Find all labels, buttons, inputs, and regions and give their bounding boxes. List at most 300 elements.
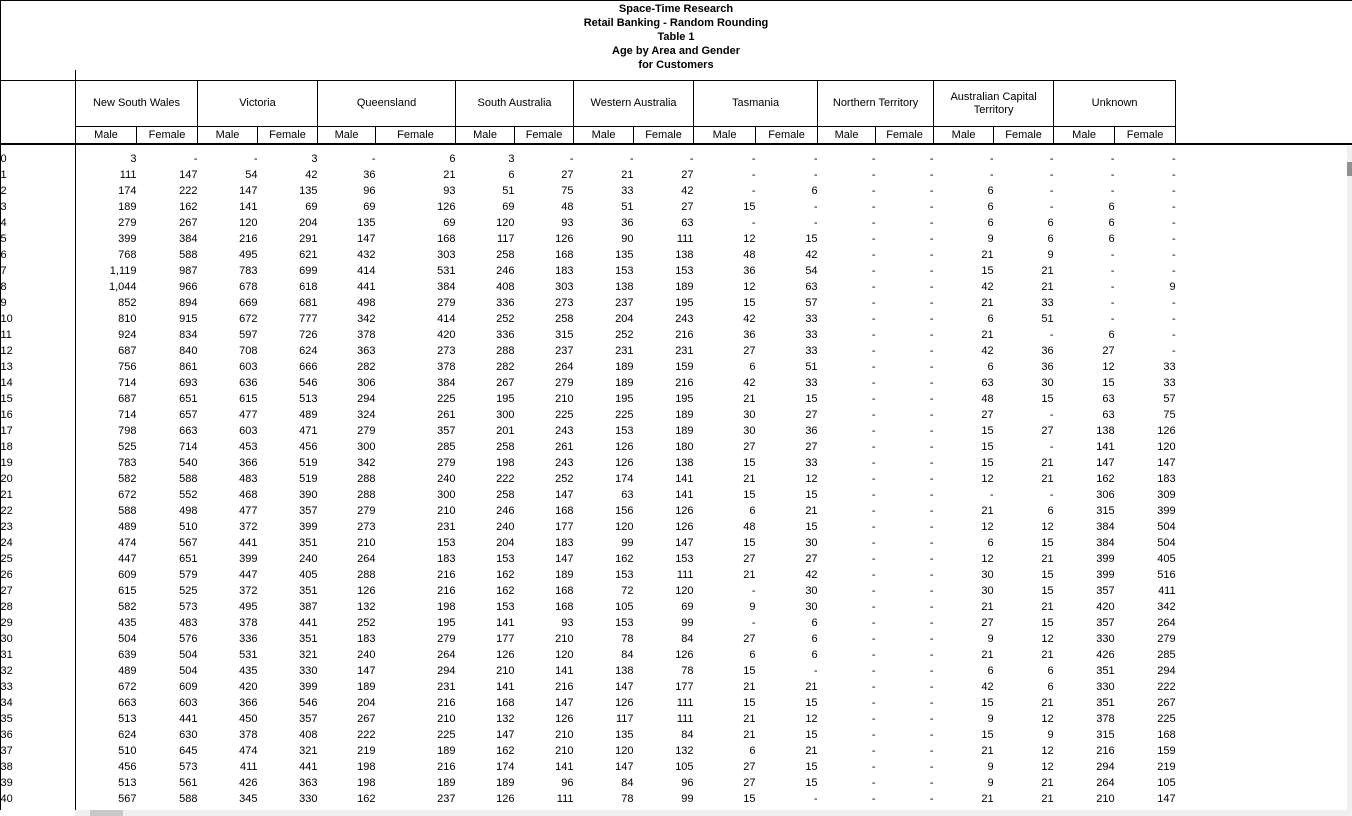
data-cell[interactable]: 153 — [615, 264, 634, 277]
data-cell[interactable]: 330 — [299, 792, 318, 805]
data-cell[interactable]: - — [871, 232, 876, 245]
data-cell[interactable]: 504 — [1157, 520, 1176, 533]
data-cell[interactable]: 315 — [1096, 728, 1115, 741]
data-cell[interactable]: 6 — [987, 536, 994, 549]
data-cell[interactable]: 237 — [555, 344, 574, 357]
data-cell[interactable]: 126 — [555, 232, 574, 245]
data-cell[interactable]: 42 — [805, 248, 818, 261]
data-cell[interactable]: 33 — [805, 344, 818, 357]
data-cell[interactable]: 12 — [981, 472, 994, 485]
data-cell[interactable]: 135 — [357, 216, 376, 229]
data-cell[interactable]: 378 — [239, 728, 258, 741]
data-cell[interactable]: 777 — [299, 312, 318, 325]
data-cell[interactable]: 258 — [496, 488, 515, 501]
area-header-qld[interactable]: Queensland — [318, 81, 456, 127]
data-cell[interactable]: 33 — [805, 328, 818, 341]
data-cell[interactable]: 153 — [615, 424, 634, 437]
data-cell[interactable]: 351 — [1096, 664, 1115, 677]
data-cell[interactable]: 6 — [987, 216, 994, 229]
data-cell[interactable]: 126 — [615, 456, 634, 469]
data-cell[interactable]: 153 — [675, 264, 694, 277]
data-cell[interactable]: 546 — [299, 696, 318, 709]
data-cell[interactable]: 36 — [743, 264, 756, 277]
data-cell[interactable]: 357 — [1096, 584, 1115, 597]
data-cell[interactable]: 666 — [299, 360, 318, 373]
data-cell[interactable]: 435 — [118, 616, 137, 629]
data-cell[interactable]: 30 — [1041, 376, 1054, 389]
age-cell[interactable]: 40 — [0, 792, 13, 805]
data-cell[interactable]: 33 — [1041, 296, 1054, 309]
data-cell[interactable]: - — [929, 536, 934, 549]
data-cell[interactable]: 198 — [357, 760, 376, 773]
age-cell[interactable]: 35 — [0, 712, 13, 725]
data-cell[interactable]: 147 — [1157, 456, 1176, 469]
data-cell[interactable]: 288 — [357, 568, 376, 581]
gender-header-male[interactable]: Male — [456, 127, 515, 144]
data-cell[interactable]: - — [929, 696, 934, 709]
data-cell[interactable]: 42 — [305, 168, 318, 181]
data-cell[interactable]: 300 — [496, 408, 515, 421]
age-cell[interactable]: 6 — [0, 248, 7, 261]
data-cell[interactable]: 195 — [615, 392, 634, 405]
age-cell[interactable]: 28 — [0, 600, 13, 613]
gender-header-male[interactable]: Male — [76, 127, 137, 144]
data-cell[interactable]: 84 — [621, 776, 634, 789]
data-cell[interactable]: 384 — [179, 232, 198, 245]
data-cell[interactable]: 495 — [239, 600, 258, 613]
data-cell[interactable]: 159 — [1157, 744, 1176, 757]
data-cell[interactable]: 9 — [1169, 280, 1176, 293]
data-cell[interactable]: 12 — [1041, 520, 1054, 533]
data-cell[interactable]: - — [1171, 296, 1176, 309]
data-cell[interactable]: 168 — [437, 232, 456, 245]
data-cell[interactable]: 12 — [805, 712, 818, 725]
data-cell[interactable]: 147 — [555, 488, 574, 501]
data-cell[interactable]: - — [193, 152, 198, 165]
data-cell[interactable]: 168 — [496, 696, 515, 709]
data-cell[interactable]: 75 — [561, 184, 574, 197]
data-cell[interactable]: 126 — [496, 648, 515, 661]
data-cell[interactable]: 168 — [555, 600, 574, 613]
data-cell[interactable]: 3 — [311, 152, 318, 165]
data-cell[interactable]: 615 — [239, 392, 258, 405]
data-cell[interactable]: 306 — [357, 376, 376, 389]
data-cell[interactable]: 243 — [555, 424, 574, 437]
data-cell[interactable]: 21 — [981, 248, 994, 261]
data-cell[interactable]: 582 — [118, 600, 137, 613]
data-cell[interactable]: 285 — [437, 440, 456, 453]
data-cell[interactable]: 132 — [496, 712, 515, 725]
data-cell[interactable]: 237 — [615, 296, 634, 309]
data-cell[interactable]: 147 — [615, 760, 634, 773]
data-cell[interactable]: - — [871, 696, 876, 709]
data-cell[interactable]: 12 — [1041, 632, 1054, 645]
data-cell[interactable]: 216 — [675, 328, 694, 341]
data-cell[interactable]: 42 — [681, 184, 694, 197]
data-cell[interactable]: 15 — [743, 456, 756, 469]
data-cell[interactable]: 6 — [987, 200, 994, 213]
data-cell[interactable]: 27 — [1102, 344, 1115, 357]
data-cell[interactable]: 687 — [118, 392, 137, 405]
data-cell[interactable]: 840 — [179, 344, 198, 357]
age-cell[interactable]: 18 — [0, 440, 13, 453]
data-cell[interactable]: 15 — [743, 488, 756, 501]
data-cell[interactable]: 93 — [561, 216, 574, 229]
data-cell[interactable]: 279 — [555, 376, 574, 389]
data-cell[interactable]: 3 — [508, 152, 515, 165]
data-cell[interactable]: 111 — [676, 696, 694, 709]
data-cell[interactable]: - — [1049, 328, 1054, 341]
data-cell[interactable]: 603 — [239, 424, 258, 437]
data-cell[interactable]: 300 — [357, 440, 376, 453]
data-cell[interactable]: 168 — [555, 504, 574, 517]
data-cell[interactable]: 30 — [805, 600, 818, 613]
data-cell[interactable]: 147 — [555, 552, 574, 565]
data-cell[interactable]: 21 — [1041, 264, 1054, 277]
data-cell[interactable]: 153 — [496, 552, 515, 565]
data-cell[interactable]: 471 — [299, 424, 318, 437]
data-cell[interactable]: - — [871, 776, 876, 789]
gender-header-male[interactable]: Male — [574, 127, 634, 144]
data-cell[interactable]: 57 — [805, 296, 818, 309]
data-cell[interactable]: 84 — [681, 632, 694, 645]
age-cell[interactable]: 0 — [0, 152, 7, 165]
data-cell[interactable]: 387 — [299, 600, 318, 613]
data-cell[interactable]: 294 — [357, 392, 376, 405]
data-cell[interactable]: 15 — [743, 536, 756, 549]
data-cell[interactable]: 120 — [239, 216, 258, 229]
age-cell[interactable]: 13 — [0, 360, 13, 373]
data-cell[interactable]: 576 — [179, 632, 198, 645]
data-cell[interactable]: - — [871, 440, 876, 453]
data-cell[interactable]: 15 — [1041, 536, 1054, 549]
data-cell[interactable]: 42 — [981, 680, 994, 693]
data-cell[interactable]: 303 — [437, 248, 456, 261]
data-cell[interactable]: 174 — [615, 472, 634, 485]
data-cell[interactable]: - — [1110, 280, 1115, 293]
data-cell[interactable]: 621 — [299, 248, 318, 261]
data-cell[interactable]: 177 — [675, 680, 694, 693]
data-cell[interactable]: 120 — [496, 216, 515, 229]
data-cell[interactable]: 252 — [357, 616, 376, 629]
age-cell[interactable]: 9 — [0, 296, 7, 309]
data-cell[interactable]: 291 — [299, 232, 318, 245]
data-cell[interactable]: 36 — [1041, 360, 1054, 373]
data-cell[interactable]: 477 — [239, 408, 258, 421]
data-cell[interactable]: - — [1049, 488, 1054, 501]
data-cell[interactable]: 33 — [621, 184, 634, 197]
data-cell[interactable]: 138 — [675, 456, 694, 469]
data-cell[interactable]: 126 — [675, 520, 694, 533]
data-cell[interactable]: 6 — [1108, 216, 1115, 229]
data-cell[interactable]: 609 — [179, 680, 198, 693]
data-cell[interactable]: 210 — [496, 664, 515, 677]
data-cell[interactable]: 6 — [749, 504, 756, 517]
data-cell[interactable]: 33 — [805, 376, 818, 389]
data-cell[interactable]: 378 — [239, 616, 258, 629]
data-cell[interactable]: 156 — [615, 504, 634, 517]
data-cell[interactable]: 324 — [357, 408, 376, 421]
data-cell[interactable]: 27 — [681, 200, 694, 213]
area-header-sa[interactable]: South Australia — [456, 81, 574, 127]
data-cell[interactable]: - — [1049, 440, 1054, 453]
data-cell[interactable]: 261 — [437, 408, 456, 421]
data-cell[interactable]: - — [871, 264, 876, 277]
data-cell[interactable]: - — [1049, 168, 1054, 181]
data-cell[interactable]: 264 — [1096, 776, 1115, 789]
data-cell[interactable]: - — [813, 216, 818, 229]
data-cell[interactable]: 21 — [743, 472, 756, 485]
data-cell[interactable]: 27 — [805, 408, 818, 421]
data-cell[interactable]: 222 — [496, 472, 515, 485]
data-cell[interactable]: - — [871, 632, 876, 645]
data-cell[interactable]: 231 — [615, 344, 634, 357]
data-cell[interactable]: 126 — [437, 200, 456, 213]
gender-header-female[interactable]: Female — [515, 127, 574, 144]
data-cell[interactable]: - — [929, 680, 934, 693]
data-cell[interactable]: 15 — [805, 728, 818, 741]
data-cell[interactable]: 510 — [179, 520, 198, 533]
data-cell[interactable]: 378 — [437, 360, 456, 373]
data-cell[interactable]: 663 — [179, 424, 198, 437]
data-cell[interactable]: 21 — [1041, 552, 1054, 565]
data-cell[interactable]: 399 — [118, 232, 137, 245]
data-cell[interactable]: 6 — [1047, 232, 1054, 245]
data-cell[interactable]: 105 — [675, 760, 694, 773]
data-cell[interactable]: 246 — [496, 504, 515, 517]
data-cell[interactable]: 399 — [1096, 552, 1115, 565]
data-cell[interactable]: 366 — [239, 696, 258, 709]
data-cell[interactable]: 69 — [502, 200, 515, 213]
age-column-header[interactable] — [1, 81, 76, 144]
age-cell[interactable]: 17 — [0, 424, 13, 437]
data-cell[interactable]: - — [929, 216, 934, 229]
data-cell[interactable]: - — [871, 360, 876, 373]
data-cell[interactable]: 573 — [179, 600, 198, 613]
data-cell[interactable]: 603 — [179, 696, 198, 709]
data-cell[interactable]: 111 — [556, 792, 574, 805]
data-cell[interactable]: 6 — [987, 664, 994, 677]
data-cell[interactable]: 672 — [239, 312, 258, 325]
age-cell[interactable]: 16 — [0, 408, 13, 421]
data-cell[interactable]: 21 — [1041, 776, 1054, 789]
data-cell[interactable]: 189 — [357, 680, 376, 693]
data-cell[interactable]: 279 — [357, 424, 376, 437]
data-cell[interactable]: 138 — [675, 248, 694, 261]
data-cell[interactable]: 366 — [239, 456, 258, 469]
data-cell[interactable]: 567 — [118, 792, 137, 805]
data-cell[interactable]: - — [751, 216, 756, 229]
age-cell[interactable]: 8 — [0, 280, 7, 293]
data-cell[interactable]: - — [871, 424, 876, 437]
data-cell[interactable]: 630 — [179, 728, 198, 741]
data-cell[interactable]: 21 — [981, 328, 994, 341]
data-cell[interactable]: 618 — [299, 280, 318, 293]
data-cell[interactable]: - — [929, 600, 934, 613]
data-cell[interactable]: 504 — [1157, 536, 1176, 549]
data-cell[interactable]: 126 — [615, 696, 634, 709]
data-cell[interactable]: 33 — [1163, 376, 1176, 389]
data-cell[interactable]: 57 — [1163, 392, 1176, 405]
data-cell[interactable]: - — [929, 552, 934, 565]
data-cell[interactable]: 279 — [357, 504, 376, 517]
data-cell[interactable]: 51 — [621, 200, 634, 213]
data-cell[interactable]: 183 — [437, 552, 456, 565]
data-cell[interactable]: 21 — [1041, 472, 1054, 485]
data-cell[interactable]: 306 — [1096, 488, 1115, 501]
data-cell[interactable]: - — [871, 216, 876, 229]
data-cell[interactable]: - — [929, 472, 934, 485]
data-cell[interactable]: 189 — [437, 744, 456, 757]
data-cell[interactable]: 141 — [239, 200, 258, 213]
data-cell[interactable]: 21 — [743, 392, 756, 405]
data-cell[interactable]: 681 — [299, 296, 318, 309]
data-cell[interactable]: 216 — [437, 584, 456, 597]
data-cell[interactable]: 174 — [118, 184, 137, 197]
data-cell[interactable]: 36 — [621, 216, 634, 229]
data-cell[interactable]: 195 — [437, 616, 456, 629]
data-cell[interactable]: 27 — [981, 408, 994, 421]
data-cell[interactable]: - — [871, 568, 876, 581]
gender-header-male[interactable]: Male — [818, 127, 876, 144]
data-cell[interactable]: 153 — [437, 536, 456, 549]
data-cell[interactable]: 210 — [437, 504, 456, 517]
data-cell[interactable]: 420 — [239, 680, 258, 693]
age-cell[interactable]: 29 — [0, 616, 13, 629]
data-cell[interactable]: - — [871, 168, 876, 181]
data-cell[interactable]: 351 — [299, 632, 318, 645]
data-cell[interactable]: 21 — [805, 504, 818, 517]
data-cell[interactable]: - — [871, 616, 876, 629]
data-cell[interactable]: 78 — [621, 632, 634, 645]
age-cell[interactable]: 30 — [0, 632, 13, 645]
data-cell[interactable]: 279 — [437, 296, 456, 309]
data-cell[interactable]: - — [929, 760, 934, 773]
data-cell[interactable]: 987 — [179, 264, 198, 277]
gender-header-female[interactable]: Female — [258, 127, 318, 144]
data-cell[interactable]: 27 — [743, 440, 756, 453]
data-cell[interactable]: - — [629, 152, 634, 165]
data-cell[interactable]: 72 — [621, 584, 634, 597]
data-cell[interactable]: - — [929, 728, 934, 741]
data-cell[interactable]: 519 — [299, 472, 318, 485]
data-cell[interactable]: 63 — [981, 376, 994, 389]
data-cell[interactable]: - — [929, 440, 934, 453]
data-cell[interactable]: 126 — [675, 504, 694, 517]
area-header-unknown[interactable]: Unknown — [1054, 81, 1176, 127]
data-cell[interactable]: 12 — [981, 520, 994, 533]
data-cell[interactable]: 513 — [118, 776, 137, 789]
data-cell[interactable]: 36 — [1041, 344, 1054, 357]
data-cell[interactable]: 357 — [299, 504, 318, 517]
gender-header-female[interactable]: Female — [137, 127, 198, 144]
data-cell[interactable]: 51 — [502, 184, 515, 197]
data-cell[interactable]: 15 — [981, 264, 994, 277]
data-cell[interactable]: 288 — [357, 472, 376, 485]
data-cell[interactable]: 15 — [981, 696, 994, 709]
age-cell[interactable]: 19 — [0, 456, 13, 469]
age-cell[interactable]: 27 — [0, 584, 13, 597]
data-cell[interactable]: 15 — [1041, 568, 1054, 581]
data-cell[interactable]: 1,119 — [109, 264, 137, 277]
data-cell[interactable]: 204 — [299, 216, 318, 229]
data-cell[interactable]: 225 — [437, 728, 456, 741]
data-cell[interactable]: 426 — [1096, 648, 1115, 661]
data-cell[interactable]: 9 — [987, 760, 994, 773]
data-cell[interactable]: 378 — [357, 328, 376, 341]
data-cell[interactable]: 162 — [1096, 472, 1115, 485]
data-cell[interactable]: 399 — [1096, 568, 1115, 581]
data-cell[interactable]: - — [871, 280, 876, 293]
data-cell[interactable]: - — [1049, 152, 1054, 165]
data-cell[interactable]: 153 — [615, 616, 634, 629]
age-cell[interactable]: 32 — [0, 664, 13, 677]
data-cell[interactable]: 216 — [675, 376, 694, 389]
data-cell[interactable]: - — [929, 424, 934, 437]
data-cell[interactable]: 405 — [1157, 552, 1176, 565]
data-cell[interactable]: 93 — [561, 616, 574, 629]
data-cell[interactable]: 183 — [555, 264, 574, 277]
data-cell[interactable]: 216 — [437, 696, 456, 709]
data-cell[interactable]: 252 — [496, 312, 515, 325]
data-cell[interactable]: 6 — [811, 184, 818, 197]
data-cell[interactable]: - — [253, 152, 258, 165]
data-cell[interactable]: 240 — [357, 648, 376, 661]
data-cell[interactable]: 15 — [743, 696, 756, 709]
data-cell[interactable]: 714 — [118, 376, 137, 389]
data-cell[interactable]: 198 — [357, 776, 376, 789]
data-cell[interactable]: 9 — [1047, 728, 1054, 741]
data-cell[interactable]: 153 — [496, 600, 515, 613]
data-cell[interactable]: - — [929, 616, 934, 629]
data-cell[interactable]: 201 — [496, 424, 515, 437]
data-cell[interactable]: 195 — [496, 392, 515, 405]
data-cell[interactable]: 714 — [118, 408, 137, 421]
data-cell[interactable]: - — [871, 408, 876, 421]
data-cell[interactable]: 21 — [981, 504, 994, 517]
data-cell[interactable]: 180 — [675, 440, 694, 453]
data-cell[interactable]: 96 — [561, 776, 574, 789]
data-cell[interactable]: 120 — [615, 520, 634, 533]
data-cell[interactable]: - — [1049, 184, 1054, 197]
data-cell[interactable]: 267 — [357, 712, 376, 725]
data-cell[interactable]: 282 — [496, 360, 515, 373]
data-cell[interactable]: 252 — [555, 472, 574, 485]
data-cell[interactable]: 78 — [681, 664, 694, 677]
data-cell[interactable]: 75 — [1163, 408, 1176, 421]
data-cell[interactable]: 63 — [805, 280, 818, 293]
data-cell[interactable]: - — [871, 792, 876, 805]
data-cell[interactable]: 90 — [621, 232, 634, 245]
data-cell[interactable]: 225 — [555, 408, 574, 421]
data-cell[interactable]: 183 — [357, 632, 376, 645]
data-cell[interactable]: 27 — [805, 440, 818, 453]
data-cell[interactable]: - — [929, 280, 934, 293]
data-cell[interactable]: 441 — [179, 712, 198, 725]
data-cell[interactable]: 27 — [681, 168, 694, 181]
data-cell[interactable]: 474 — [239, 744, 258, 757]
data-cell[interactable]: 132 — [675, 744, 694, 757]
data-cell[interactable]: - — [1171, 200, 1176, 213]
data-cell[interactable]: 531 — [239, 648, 258, 661]
data-cell[interactable]: 567 — [179, 536, 198, 549]
data-cell[interactable]: - — [1110, 312, 1115, 325]
data-cell[interactable]: 519 — [299, 456, 318, 469]
data-cell[interactable]: 288 — [357, 488, 376, 501]
data-cell[interactable]: 315 — [1096, 504, 1115, 517]
data-cell[interactable]: 15 — [1041, 584, 1054, 597]
data-cell[interactable]: - — [871, 600, 876, 613]
